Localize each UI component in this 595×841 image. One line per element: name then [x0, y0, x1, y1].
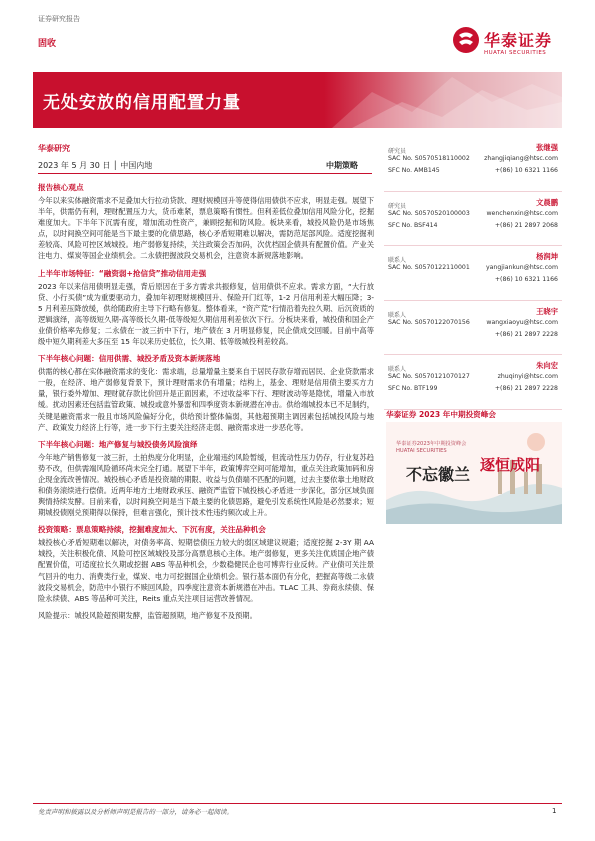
author-card	[384, 247, 562, 301]
section-heading: 投资策略：票息策略持续，挖掘难度加大、下沉有度，关注品种机会	[38, 525, 266, 535]
author-role: 研究员	[388, 148, 407, 155]
banner-decoration	[332, 72, 562, 128]
author-role: 联系人	[388, 311, 407, 319]
author-sac: SAC No. S0570122070156	[388, 318, 470, 326]
author-sfc: SFC No. BTF199	[388, 385, 438, 392]
author-sfc: SFC No. AMB145	[388, 167, 440, 174]
section-h2-property-lgfv	[38, 439, 374, 519]
summit-promo-image[interactable]	[386, 422, 562, 524]
logo-text-cn: 华泰证券	[484, 31, 553, 50]
author-list	[384, 138, 562, 411]
title-banner	[33, 72, 562, 128]
author-name: 文晨鹏	[536, 197, 558, 207]
author-card	[384, 138, 562, 192]
author-sac: SAC No. S0570122110001	[388, 264, 470, 271]
author-phone: +(86) 21 2897 2228	[494, 385, 558, 392]
section-heading: 报告核心观点	[38, 183, 84, 192]
section-paragraph: 今年以来实体融资需求不足叠加大行拉动贷款、理财规模回升等使得信用债供不应求，明显走强。展望下半年，供需仍有利，理财配置压力大，货币难紧，票息策略有惯性。但利差低位叠加信用风险分化，挖掘难度加大。下半年下沉需有度，增加流动性资产，兼顾挖掘和防风险。板块来看，城投风险仍是市场焦点，以时间换空间可能是当下最主要的化债思路，核心矛盾短期难以解决，需防范尾部风险。适度挖掘利差较高、风险可控区域城投。地产弱修复持续，关注政策会否加码，次优档国企债具有配置价值。产业关注电力、煤炭等国企业绩机会。二永债把握波段交易机会，注意资本新规落地影响。	[38, 196, 374, 261]
author-name: 杨润坤	[536, 252, 558, 261]
promo-calligraphy-red: 逐恒成阳	[480, 456, 541, 474]
author-name: 张继强	[536, 143, 558, 152]
section-tag: 固收	[38, 39, 57, 49]
author-sac: SAC No. S0570518110002	[388, 155, 470, 162]
logo-mark-icon	[452, 26, 480, 54]
author-name: 王晓宇	[536, 306, 558, 316]
risk-warning: 风险提示：城投风险超预期发酵，监管超预期，地产修复不及预期。	[38, 610, 257, 620]
section-paragraph: 城投核心矛盾短期难以解决，对债务率高、短期偿债压力较大的弱区域建议规避；适度挖掘 2-3Y 期 AA 城投，关注积极化债、风险可控区域城投及部分高票息核心主体。地产弱修复，更多关注优质国企地产债配置价值，可适度拉长久期或挖掘 ABS 等品种机会，少数稳健民企也可博弈行业反转。产业债可关注景气回升的电力、消费类行业，煤炭、电力可挖掘国企业绩机会。银行基本面仍有分化，把握高等级二永债波段交易机会，防范中小银行不赎回风险，四季度注意资本新规潜在冲击。TLAC 工具、券商永续债、保险永续债、ABS 等品种可关注，Reits 重点关注项目运营改善情况。	[38, 538, 374, 603]
author-sac: SAC No. S0570121070127	[388, 373, 470, 380]
section-paragraph: 今年地产销售修复一波三折，土拍热度分化明显，企业端违约风险暂缓，但流动性压力仍存，行业复苏趋势不改，但供需端风险循环尚未完全打通。展望下半年，政策博弈空间可能增加，重点关注政策加码和房企现金流改善情况。城投核心矛盾是投资端的期限、收益与负债端不匹配的问题，过去主要依靠土地财政和债务滚续进行偿债。近两年地方土地财政承压、融资严监管下城投核心矛盾进一步深化，部分区域负面舆情持续发酵。目前来看，以时间换空间是当下最主要的化债思路，避免引发系统性风险是必然要求；短期城投债刚兑预期得以保持，但难言强化，预计技术性违约频次或上升。	[38, 452, 374, 518]
author-email[interactable]: yangjiankun@htsc.com	[485, 264, 558, 271]
report-body	[38, 182, 374, 627]
author-role: 联系人	[388, 366, 407, 373]
section-h2-supply-demand	[38, 353, 374, 433]
section-paragraph: 2023 年以来信用债明显走强，背后原因在于多方需求共振修复，信用债供不应求。需求方面，“大行放贷、小行买债”成为重要驱动力，叠加年初理财规模回升、保险开门红等，1-2 月信用利差大幅压降；3-5 月利差压降放缓，供给随政府主导下行略有修复。整体看来，“资产荒”行情沿着先拉久期、后沉资质的逻辑演绎，高等级短久期-高等级长久期-低等级短久期信用利差依次下行。分板块来看，城投债和国企产业债价格率先修复；二永债在一波三折中下行，地产债在 3 月明显修复，民企债成交回暖。目前中高等级中短久期利差大多压至 15 年以来历史低位，长久期、低等级城投利差较高。	[38, 281, 374, 347]
author-email[interactable]: zhangjiqiang@htsc.com	[484, 155, 558, 162]
report-title: 无处安放的信用配置力量	[43, 93, 241, 113]
promo-calligraphy: 不忘徽兰	[406, 465, 471, 484]
research-org: 华泰研究	[38, 144, 70, 153]
author-card	[384, 356, 562, 410]
section-core-views	[38, 182, 374, 262]
page-number: 1	[552, 807, 557, 815]
meta-divider	[38, 173, 372, 174]
summit-promo-title: 华泰证券 2023 年中期投资峰会	[386, 410, 496, 419]
logo-text-en: HUATAI SECURITIES	[484, 50, 547, 56]
report-type-label: 证券研究报告	[38, 15, 80, 23]
author-phone: +(86) 10 6321 1166	[494, 276, 558, 283]
author-phone: +(86) 10 6321 1166	[494, 167, 558, 174]
author-phone: +(86) 21 2897 2228	[494, 330, 558, 338]
promo-subtitle: 华泰证券2023年中期投资峰会	[396, 441, 467, 447]
author-card	[384, 302, 562, 356]
author-card	[384, 193, 562, 247]
footer-divider	[33, 803, 562, 804]
author-name: 朱向宏	[536, 361, 558, 370]
section-heading: 下半年核心问题：信用供需、城投矛盾及资本新规落地	[38, 354, 221, 364]
section-heading: 上半年市场特征：“融资弱+抢信贷”推动信用走强	[38, 268, 207, 278]
author-role: 联系人	[388, 257, 407, 264]
author-sac: SAC No. S0570520100003	[388, 209, 470, 217]
author-email[interactable]: wangxiaoyu@htsc.com	[486, 318, 558, 326]
company-logo	[452, 24, 562, 64]
footer-disclaimer: 免责声明和披露以及分析师声明是报告的一部分，请务必一起阅读。	[38, 808, 233, 816]
report-date: 2023 年 5 月 30 日 │ 中国内地	[38, 161, 153, 170]
author-email[interactable]: wenchenxin@htsc.com	[486, 209, 558, 217]
author-email[interactable]: zhuqinyi@htsc.com	[497, 373, 558, 380]
author-role: 研究员	[388, 202, 407, 210]
section-strategy	[38, 524, 374, 604]
author-phone: +(86) 21 2897 2068	[494, 221, 558, 229]
section-risk	[38, 610, 374, 621]
promo-subtitle-en: HUATAI SECURITIES	[396, 448, 447, 454]
section-heading: 下半年核心问题：地产修复与城投债务风险演绎	[38, 439, 198, 449]
section-h1-features	[38, 268, 374, 348]
report-category: 中期策略	[326, 161, 358, 170]
section-paragraph: 供需的核心都在实体融资需求的变化：需求端，总量增量主要来自于居民存款存增而居民、企业贷款需求一般，在经济、地产弱修复背景下，预计理财需求仍有增量；结构上，基金、理财是信用债主要买方力量，银行委外增加、理财就存款比价回升是正面因素，不过收益率下行、理财波动等是隐忧，增量入市放缓。扰动因素还包括监管政策、城投或意外暴雷和四季度资本新规潜在冲击。供给端城投本已不足制约，关键是融资需求一般且市场风险偏好分化，供给预计整体偏弱，其他超预期主调因素包括城投风险与地产、政策发力经济上行等，进一步下行主要关注经济走弱、融资需求进一步恶化等。	[38, 367, 374, 432]
author-sfc: SFC No. BSF414	[388, 221, 438, 229]
